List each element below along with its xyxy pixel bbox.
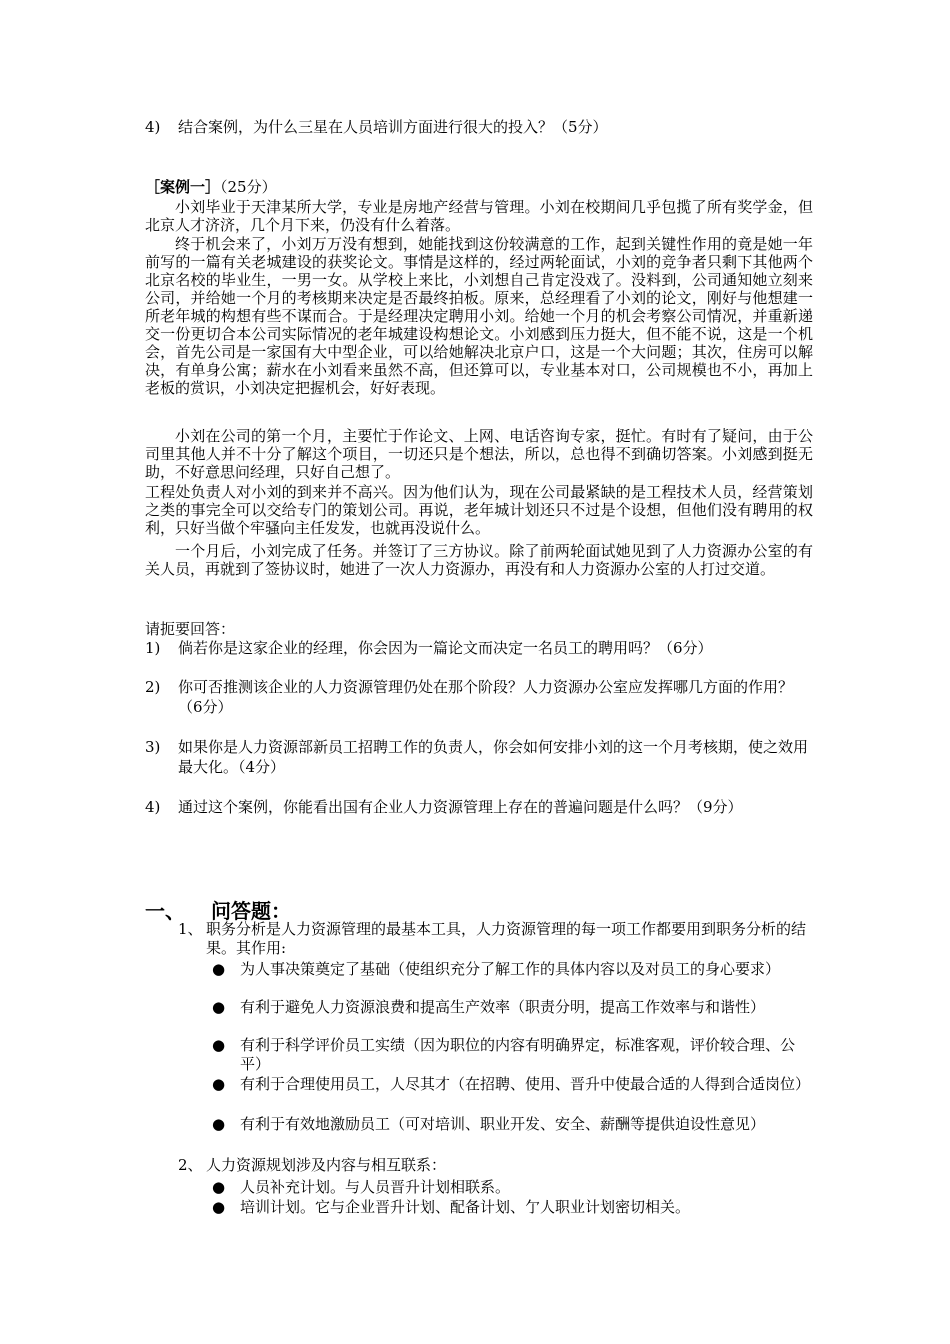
bullet-icon: ● xyxy=(212,1075,226,1093)
bullet-text: 为人事决策奠定了基础（使组织充分了解工作的具体内容以及对员工的身心要求） xyxy=(240,960,781,978)
case-question-text: 通过这个案例，你能看出国有企业人力资源管理上存在的普遍问题是什么吗？（9分） xyxy=(178,798,743,816)
case-question-number: 1) xyxy=(145,639,161,657)
case-paragraph-1: 小刘毕业于天津某所大学，专业是房地产经营与管理。小刘在校期间几乎包揽了所有奖学金，但北京人才济济，几个月下来，仍没有什么着落。 xyxy=(145,198,813,234)
case-question-text: 如果你是人力资源部新员工招聘工作的负责人，你会如何安排小刘的这一个月考核期，使之效用最大化。（4分） xyxy=(178,738,809,776)
bullet-icon: ● xyxy=(212,1115,226,1133)
case-question-number: 2) xyxy=(145,678,161,696)
case-paragraph-3: 小刘在公司的第一个月，主要忙于作论文、上网、电话咨询专家，挺忙。有时有了疑问，由于公司里其他人并不十分了解这个项目，一切还只是个想法，所以，总也得不到确切答案。小刘感到挺无助，不好意思问经理，只好自己想了。 xyxy=(145,427,813,481)
bullet-text: 人员补充计划。与人员晋升计划相联系。 xyxy=(240,1178,511,1196)
prev-question-text: 结合案例，为什么三星在人员培训方面进行很大的投入？（5分） xyxy=(178,118,608,136)
bullet-icon: ● xyxy=(212,998,226,1016)
case-score: （25分） xyxy=(220,178,277,196)
case-paragraph-2: 终于机会来了，小刘万万没有想到，她能找到这份较满意的工作，起到关键性作用的竟是她一年前写的一篇有关老城建设的获奖论文。事情是这样的，经过两轮面试，小刘的竞争者只剩下其他两个北京名校的毕业生，一男一女。从学校上来比，小刘想自己肯定没戏了。没料到，公司通知她立刻来公司，并给她一个月的考核期来决定是否最终拍板。原来，总经理看了小刘的论文，刚好与他想建一所老年城的构想有些不谋而合。于是经理决定聘用小刘。给她一个月的机会考察公司情况，并重新递交一份更切合本公司实际情况的老年城建设构想论文。小刘感到压力挺大，但不能不说，这是一个机会，首先公司是一家国有大中型企业，可以给她解决北京户口，这是一个大问题；其次，住房可以解决，有单身公寓；薪水在小刘看来虽然不高，但还算可以，专业基本对口，公司规模也不小，再加上老板的赏识，小刘决定把握机会，好好表现。 xyxy=(145,235,813,397)
item-text: 职务分析是人力资源管理的最基本工具，人力资源管理的每一项工作都要用到职务分析的结果。其作用: xyxy=(206,920,807,957)
bullet-text: 有利于有效地激励员工（可对培训、职业开发、安全、薪酬等提供迫设性意见） xyxy=(240,1115,766,1133)
case-question-text: 倘若你是这家企业的经理，你会因为一篇论文而决定一名员工的聘用吗？（6分） xyxy=(178,639,713,657)
item-text: 人力资源规划涉及内容与相互联系： xyxy=(206,1156,447,1174)
case-question-number: 3) xyxy=(145,738,161,756)
case-paragraph-5: 一个月后，小刘完成了任务。并签订了三方协议。除了前两轮面试她见到了人力资源办公室的有关人员，再就到了签协议时，她进了一次人力资源办，再没有和人力资源办公室的人打过交道。 xyxy=(145,542,813,578)
bullet-text: 培训计划。它与企业晋升计划、配备计划、亇人职业计划密切相关。 xyxy=(240,1198,691,1216)
case-question-text: 你可否推测该企业的人力资源管理仍处在那个阶段？人力资源办公室应发挥哪几方面的作用？（6分） xyxy=(178,678,794,716)
case-question-number: 4) xyxy=(145,798,161,816)
item-number: 1、 xyxy=(178,920,203,938)
bullet-icon: ● xyxy=(212,960,226,978)
bullet-icon: ● xyxy=(212,1198,226,1216)
section-number: 一、 xyxy=(145,899,185,923)
prev-question-number: 4) xyxy=(145,118,161,136)
section-title: 问答题： xyxy=(211,899,291,923)
bullet-text: 有利于避免人力资源浪费和提高生产效率（职责分明，提高工作效率与和谐性） xyxy=(240,998,766,1016)
item-number: 2、 xyxy=(178,1156,203,1174)
bullet-icon: ● xyxy=(212,1036,226,1054)
case-title: ［案例一］ xyxy=(145,178,221,196)
bullet-text: 有利于合理使用员工，人尽其才（在招聘、使用、晋升中使最合适的人得到合适岗位） xyxy=(240,1075,811,1093)
case-heading xyxy=(145,177,277,197)
answer-prompt: 请扼要回答： xyxy=(145,620,236,638)
case-paragraph-4: 工程处负责人对小刘的到来并不高兴。因为他们认为，现在公司最紧缺的是工程技术人员，经营策划之类的事完全可以交给专门的策划公司。再说，老年城计划还只不过是个设想，但他们没有聘用的权利，只好当做个牢骚向主任发发，也就再没说什么。 xyxy=(145,483,813,537)
bullet-icon: ● xyxy=(212,1178,226,1196)
bullet-text: 有利于科学评价员工实绩（因为职位的内容有明确界定，标准客观，评价较合理、公平） xyxy=(240,1036,796,1073)
